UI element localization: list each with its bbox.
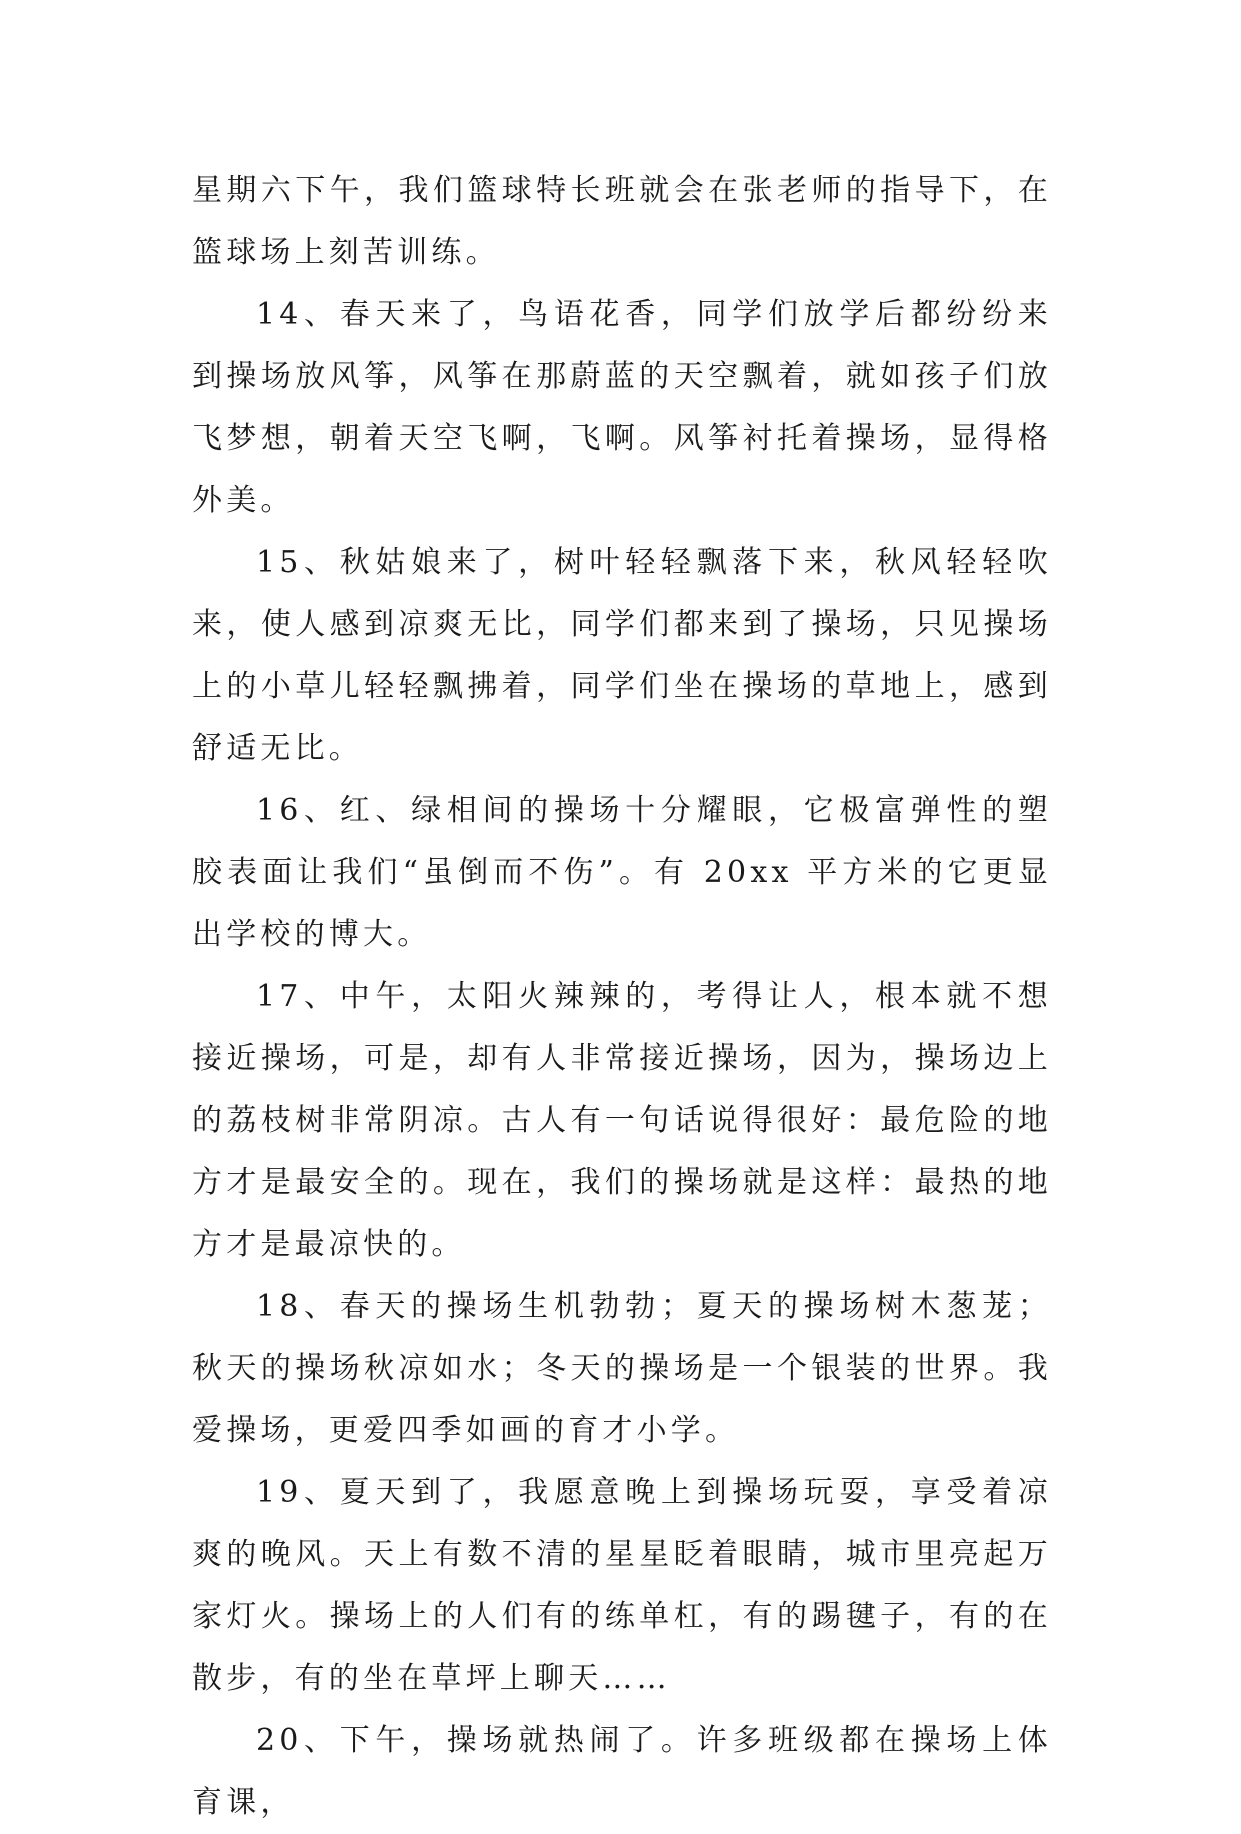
document-body — [192, 160, 1052, 1834]
paragraph-19: 19、夏天到了，我愿意晚上到操场玩耍，享受着凉爽的晚风。天上有数不清的星星眨着眼睛，城市里亮起万家灯火。操场上的人们有的练单杠，有的踢毽子，有的在散步，有的坐在草坪上聊天…… — [192, 1475, 1052, 1696]
paragraph-18: 18、春天的操场生机勃勃；夏天的操场树木葱茏；秋天的操场秋凉如水；冬天的操场是一个银装的世界。我爱操场，更爱四季如画的育才小学。 — [192, 1289, 1052, 1448]
paragraph-16: 16、红、绿相间的操场十分耀眼，它极富弹性的塑胶表面让我们“虽倒而不伤”。有 20xx 平方米的它更显出学校的博大。 — [192, 793, 1052, 952]
paragraph-15: 15、秋姑娘来了，树叶轻轻飘落下来，秋风轻轻吹来，使人感到凉爽无比，同学们都来到了操场，只见操场上的小草儿轻轻飘拂着，同学们坐在操场的草地上，感到舒适无比。 — [192, 545, 1052, 766]
paragraph-20: 20、下午，操场就热闹了。许多班级都在操场上体育课， — [192, 1723, 1052, 1820]
paragraph-continuation: 星期六下午，我们篮球特长班就会在张老师的指导下，在篮球场上刻苦训练。 — [192, 173, 1052, 270]
paragraph-14: 14、春天来了，鸟语花香，同学们放学后都纷纷来到操场放风筝，风筝在那蔚蓝的天空飘着，就如孩子们放飞梦想，朝着天空飞啊，飞啊。风筝衬托着操场，显得格外美。 — [192, 297, 1052, 518]
paragraph-17: 17、中午，太阳火辣辣的，考得让人，根本就不想接近操场，可是，却有人非常接近操场，因为，操场边上的荔枝树非常阴凉。古人有一句话说得很好：最危险的地方才是最安全的。现在，我们的操场就是这样：最热的地方才是最凉快的。 — [192, 979, 1052, 1262]
